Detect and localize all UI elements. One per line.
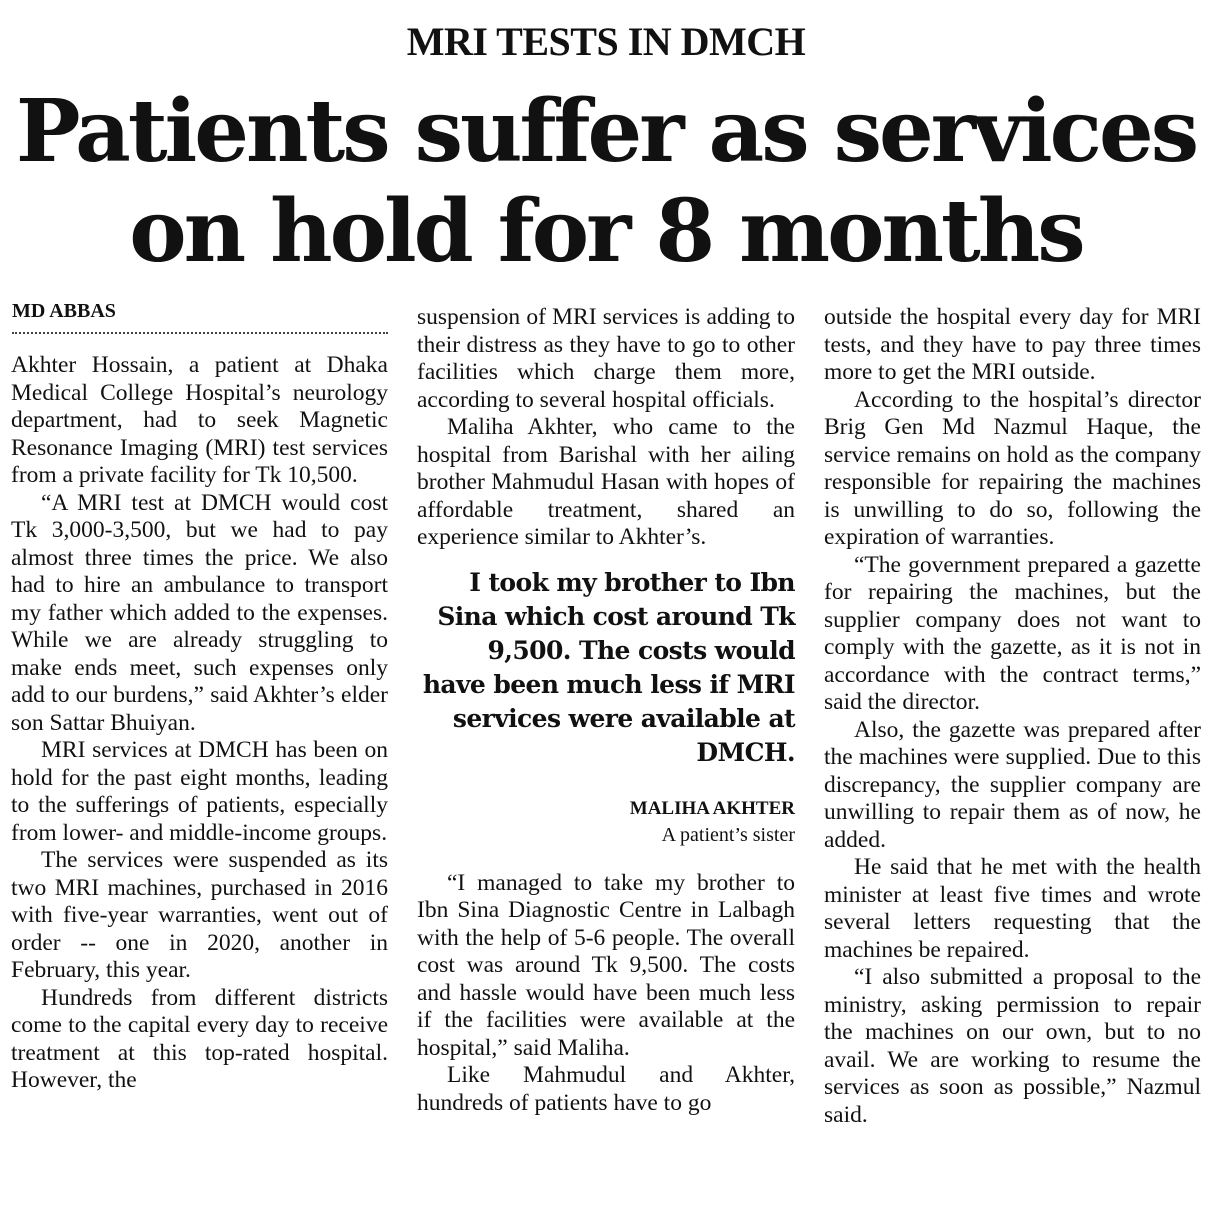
paragraph: Hundreds from different districts come to the capital every day to receive treatment at this top-rated hospital. However, the — [11, 984, 388, 1093]
pull-quote-attribution-role: A patient’s sister — [661, 823, 795, 846]
headline — [0, 82, 1212, 282]
column-2 — [417, 304, 795, 1117]
paragraph: “A MRI test at DMCH would cost Tk 3,000-3,500, but we had to pay almost three times the price. We also had to hire an ambulance to transport my father which added to the expenses. While we are already struggling to make ends meet, such expenses only add to our burdens,” said Akhter’s elder son Sattar Bhuiyan. — [11, 489, 388, 736]
byline: MD ABBAS — [12, 296, 388, 334]
paragraph: suspension of MRI services is adding to their distress as they have to go to other facilities which charge them more, according to several hospital officials. — [417, 304, 795, 413]
paragraph: outside the hospital every day for MRI tests, and they have to pay three times more to get the MRI outside. — [824, 304, 1201, 385]
paragraph: MRI services at DMCH has been on hold for the past eight months, leading to the sufferings of patients, especially from lower- and middle-income groups. — [11, 737, 388, 846]
column-1 — [11, 352, 388, 1095]
paragraph: “The government prepared a gazette for repairing the machines, but the supplier company does not want to comply with the gazette, as it is not in accordance with the contract terms,” said the director. — [824, 551, 1201, 715]
paragraph: Like Mahmudul and Akhter, hundreds of patients have to go — [417, 1062, 795, 1116]
column-3 — [824, 304, 1201, 1129]
paragraph: Akhter Hossain, a patient at Dhaka Medical College Hospital’s neurology department, had to seek Magnetic Resonance Imaging (MRI) test services from a private facility for Tk 10,500. — [11, 352, 388, 488]
paragraph: He said that he met with the health minister at least five times and wrote several letters requesting that the machines be repaired. — [824, 854, 1201, 963]
paragraph: According to the hospital’s director Brig Gen Md Nazmul Haque, the service remains on hold as the company responsible for repairing the machines is unwilling to do so, following the expiration of warranties. — [824, 386, 1201, 550]
paragraph: Maliha Akhter, who came to the hospital from Barishal with her ailing brother Mahmudul Hasan with hopes of affordable treatment, shared an experience similar to Akhter’s. — [417, 414, 795, 550]
paragraph: Also, the gazette was prepared after the machines were supplied. Due to this discrepancy, the supplier company are unwilling to repair them as of now, he added. — [824, 716, 1201, 853]
headline-line-1: Patients suffer as services — [15, 81, 1197, 182]
pull-quote-block — [417, 566, 795, 848]
kicker: MRI TESTS IN DMCH — [406, 19, 806, 64]
pull-quote-text: I took my brother to Ibn Sina which cost around Tk 9,500. The costs would have been much less if MRI services were available at DMCH. — [422, 567, 795, 767]
headline-line-2: on hold for 8 months — [129, 181, 1083, 282]
paragraph: “I managed to take my brother to Ibn Sina Diagnostic Centre in Lalbagh with the help of 5-6 people. The overall cost was around Tk 9,500. The costs and hassle would have been much less if the facilities were available at the hospital,” said Maliha. — [417, 869, 795, 1061]
pull-quote-attribution-name: MALIHA AKHTER — [629, 797, 795, 819]
paragraph: The services were suspended as its two MRI machines, purchased in 2016 with five-year warranties, went out of order -- one in 2020, another in February, this year. — [11, 847, 388, 983]
paragraph: “I also submitted a proposal to the ministry, asking permission to repair the machines on our own, but to no avail. We are working to resume the services as soon as possible,” Nazmul said. — [824, 964, 1201, 1128]
